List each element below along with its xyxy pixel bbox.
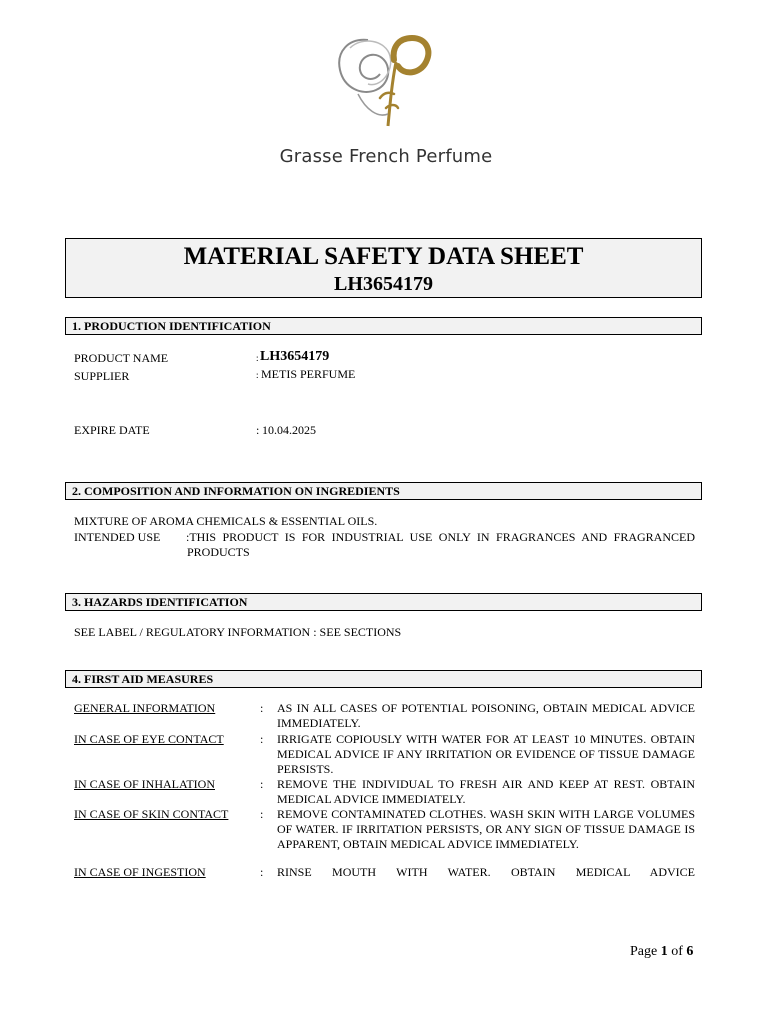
page-of: of [671, 944, 683, 959]
intended-use-label: INTENDED USE [74, 530, 161, 544]
ingestion-text: RINSE MOUTH WITH WATER. OBTAIN MEDICAL ADVICE [277, 865, 695, 879]
product-name-label: PRODUCT NAME [74, 351, 169, 365]
section-4-heading: 4. FIRST AID MEASURES [65, 670, 702, 688]
section-2-heading: 2. COMPOSITION AND INFORMATION ON INGREDIENTS [65, 482, 702, 500]
composition-text: MIXTURE OF AROMA CHEMICALS & ESSENTIAL OILS. [74, 514, 378, 528]
page-total: 6 [686, 944, 694, 959]
skin-contact-text: REMOVE CONTAMINATED CLOTHES. WASH SKIN WITH LARGE VOLUMES OF WATER. IF IRRITATION PERSISTS, OR ANY SIGN OF TISSUE DAMAGE IS APPARENT, OBTAIN MEDICAL ADVICE IMMEDIATELY. [277, 807, 695, 851]
perfume-bottle-logo-icon [328, 34, 438, 130]
general-information-colon: : [260, 701, 264, 715]
page-current: 1 [660, 944, 668, 959]
inhalation-label: IN CASE OF INHALATION [74, 777, 215, 791]
eye-contact-label: IN CASE OF EYE CONTACT [74, 732, 224, 746]
company-logo [270, 34, 502, 174]
page-number [630, 944, 693, 960]
hazards-text: SEE LABEL / REGULATORY INFORMATION : SEE SECTIONS [74, 625, 402, 639]
intended-use-text-cont: PRODUCTS [187, 545, 250, 559]
expire-date-colon: : [256, 423, 260, 437]
inhalation-text: REMOVE THE INDIVIDUAL TO FRESH AIR AND KEEP AT REST. OBTAIN MEDICAL ADVICE IMMEDIATELY. [277, 777, 695, 806]
ingestion-colon: : [260, 865, 264, 879]
section-3-heading: 3. HAZARDS IDENTIFICATION [65, 593, 702, 611]
document-code: LH3654179 [334, 273, 433, 295]
eye-contact-text: IRRIGATE COPIOUSLY WITH WATER FOR AT LEAST 10 MINUTES. OBTAIN MEDICAL ADVICE IF ANY IRRITATION OR EVIDENCE OF TISSUE DAMAGE PERSISTS. [277, 732, 695, 776]
inhalation-colon: : [260, 777, 264, 791]
intended-use-text: :THIS PRODUCT IS FOR INDUSTRIAL USE ONLY IN FRAGRANCES AND FRAGRANCED [186, 530, 695, 544]
eye-contact-colon: : [260, 732, 264, 746]
expire-date-value: 10.04.2025 [262, 423, 316, 437]
skin-contact-colon: : [260, 807, 264, 821]
brand-name: Grasse French Perfume [279, 146, 493, 167]
document-title-box [65, 238, 702, 298]
supplier-label: SUPPLIER [74, 369, 130, 383]
general-information-label: GENERAL INFORMATION [74, 701, 216, 715]
ingestion-label: IN CASE OF INGESTION [74, 865, 206, 879]
general-information-text: AS IN ALL CASES OF POTENTIAL POISONING, OBTAIN MEDICAL ADVICE IMMEDIATELY. [277, 701, 695, 730]
product-name-colon: : [256, 353, 259, 363]
product-name-value: LH3654179 [260, 349, 330, 364]
page-prefix: Page [630, 944, 658, 959]
supplier-colon: : [256, 370, 259, 380]
expire-date-label: EXPIRE DATE [74, 423, 150, 437]
skin-contact-label: IN CASE OF SKIN CONTACT [74, 807, 229, 821]
document-title: MATERIAL SAFETY DATA SHEET [183, 243, 584, 270]
section-1-heading: 1. PRODUCTION IDENTIFICATION [65, 317, 702, 335]
supplier-value: METIS PERFUME [261, 367, 356, 381]
